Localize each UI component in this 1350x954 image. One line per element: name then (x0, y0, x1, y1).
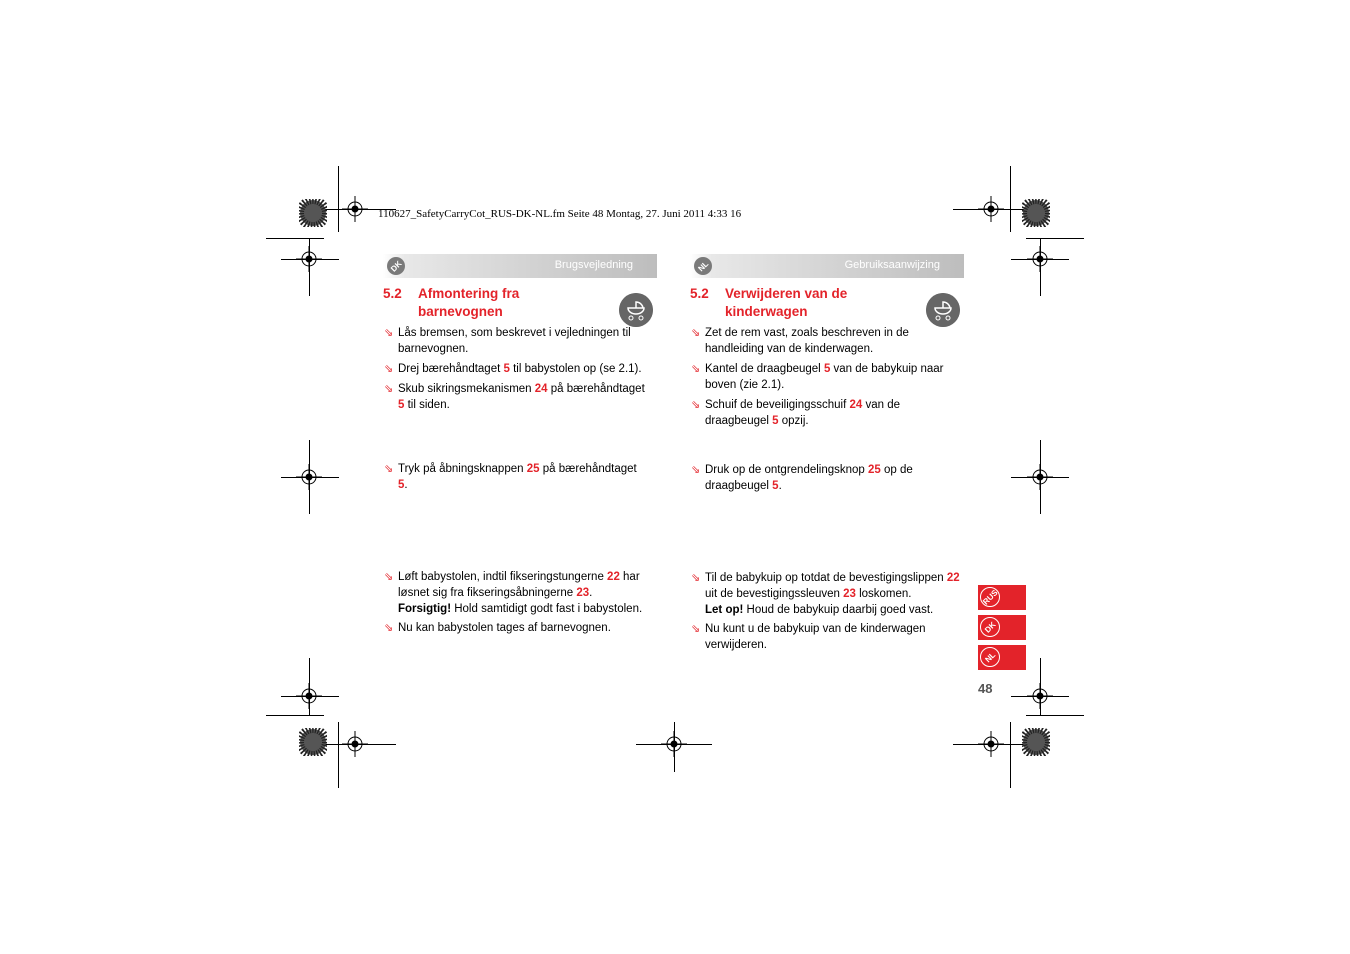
instruction-item: ⇘ Nu kunt u de babykuip van de kinderwagen verwijderen. (691, 623, 926, 651)
section-number: 5.2 (383, 286, 402, 301)
section-title: Verwijderen van de kinderwagen (725, 286, 848, 319)
registration-target-icon (1027, 464, 1053, 490)
registration-target-icon (296, 464, 322, 490)
instruction-item: ⇘ Lås bremsen, som beskrevet i vejledningen til barnevognen. (384, 327, 631, 355)
language-tab-nl: NL (978, 645, 1026, 670)
band-title: Gebruiksaanwijzing (844, 259, 940, 271)
registration-target-icon (296, 683, 322, 709)
arrow-icon: ⇘ (384, 363, 394, 375)
section-number: 5.2 (690, 286, 709, 301)
page-number: 48 (978, 681, 993, 696)
section-title: Afmontering fra barnevognen (418, 286, 520, 319)
arrow-icon: ⇘ (691, 623, 701, 635)
section-band-nl (690, 254, 964, 278)
arrow-icon: ⇘ (384, 463, 394, 475)
arrow-icon: ⇘ (384, 622, 394, 634)
instruction-item: ⇘ Tryk på åbningsknappen 25 på bærehåndtaget 5. (384, 463, 637, 491)
registration-target-icon (342, 196, 368, 222)
language-badge-dk: DK (383, 253, 408, 278)
pram-icon (619, 293, 653, 327)
instruction-item: ⇘ Løft babystolen, indtil fikseringstungerne 22 har løsnet sig fra fikseringsåbningerne 23. Forsigtig! Hold samtidigt godt fast i babystolen. (384, 571, 643, 615)
instruction-item: ⇘ Drej bærehåndtaget 5 til babystolen op (se 2.1). (384, 363, 642, 375)
registration-target-icon (296, 246, 322, 272)
starburst-mark-icon (299, 728, 327, 756)
section-heading (690, 285, 910, 325)
arrow-icon: ⇘ (691, 464, 701, 476)
registration-target-icon (1027, 683, 1053, 709)
language-tab-dk: DK (978, 615, 1026, 640)
section-heading (383, 285, 603, 325)
starburst-mark-icon (1022, 199, 1050, 227)
instruction-item: ⇘ Nu kan babystolen tages af barnevognen. (384, 622, 611, 634)
starburst-mark-icon (299, 199, 327, 227)
instruction-item: ⇘ Til de babykuip op totdat de bevestigingslippen 22 uit de bevestigingssleuven 23 loskomen. Let op! Houd de babykuip daarbij goed vast. (691, 572, 960, 616)
language-badge-nl: NL (690, 253, 715, 278)
arrow-icon: ⇘ (691, 572, 701, 584)
arrow-icon: ⇘ (384, 327, 394, 339)
instruction-item: ⇘ Druk op de ontgrendelingsknop 25 op de draagbeugel 5. (691, 464, 913, 492)
band-title: Brugsvejledning (554, 259, 633, 271)
instruction-item: ⇘ Skub sikringsmekanismen 24 på bærehåndtaget 5 til siden. (384, 383, 645, 411)
pram-icon (926, 293, 960, 327)
section-band-dk (383, 254, 657, 278)
registration-target-icon (978, 731, 1004, 757)
instruction-item: ⇘ Schuif de beveiligingsschuif 24 van de draagbeugel 5 opzij. (691, 399, 901, 427)
language-tab-rus: RUS (978, 585, 1026, 610)
registration-target-icon (978, 196, 1004, 222)
registration-target-icon (661, 731, 687, 757)
instruction-item: ⇘ Kantel de draagbeugel 5 van de babykuip naar boven (zie 2.1). (691, 363, 944, 391)
file-info-line: 110627_SafetyCarryCot_RUS-DK-NL.fm Seite 48 Montag, 27. Juni 2011 4:33 16 (378, 208, 742, 220)
arrow-icon: ⇘ (691, 399, 701, 411)
arrow-icon: ⇘ (384, 383, 394, 395)
registration-target-icon (342, 731, 368, 757)
arrow-icon: ⇘ (691, 327, 701, 339)
instruction-item: ⇘ Zet de rem vast, zoals beschreven in de handleiding van de kinderwagen. (691, 327, 909, 355)
arrow-icon: ⇘ (384, 571, 394, 583)
registration-target-icon (1027, 246, 1053, 272)
arrow-icon: ⇘ (691, 363, 701, 375)
starburst-mark-icon (1022, 728, 1050, 756)
